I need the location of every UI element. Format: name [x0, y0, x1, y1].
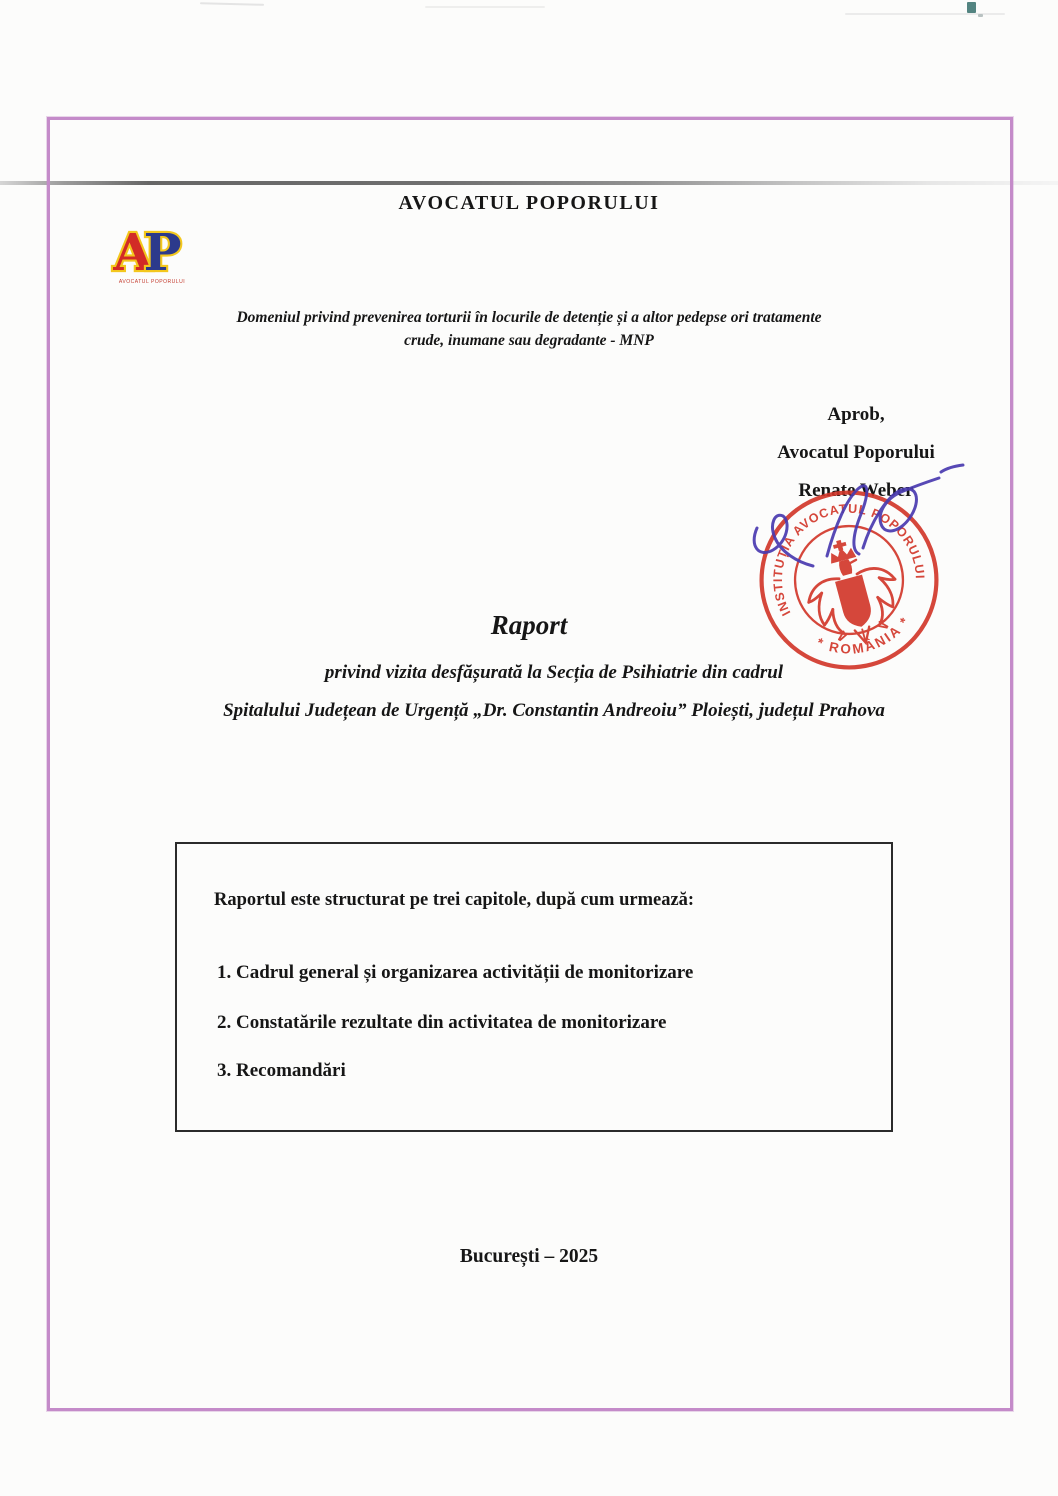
logo-letter-p: P: [143, 222, 182, 282]
footer-location-year: București – 2025: [459, 1246, 599, 1267]
ombudsman-logo-icon: [110, 219, 194, 297]
structure-item-1: 1. Cadrul general și organizarea activității de monitorizare: [217, 962, 694, 983]
ap-logo-icon: [110, 219, 194, 297]
approval-word: Aprob,: [827, 404, 885, 425]
scan-smudge: [200, 2, 264, 6]
stamp-ring-text-top: INSTITUȚIA AVOCATUL POPORULUI: [770, 501, 927, 619]
approval-role: Avocatul Poporului: [777, 442, 935, 463]
logo-caption: AVOCATUL POPORULUI: [118, 279, 186, 286]
structure-box: [175, 842, 893, 1132]
structure-intro: Raportul este structurat pe trei capitole, după cum urmează:: [214, 890, 695, 910]
structure-item-3: 3. Recomandări: [217, 1060, 346, 1081]
signature-icon: [735, 450, 980, 585]
domain-statement: [0, 306, 1058, 352]
scan-speck-teal: [967, 2, 976, 13]
header-title: AVOCATUL POPORULUI: [398, 192, 660, 214]
approval-name: Renate Weber: [798, 480, 914, 501]
scan-speck-gray: [978, 14, 983, 17]
report-title: Raport: [490, 610, 568, 640]
structure-item-2: 2. Constatările rezultate din activitatea de monitorizare: [217, 1012, 667, 1033]
report-subtitle-line2: Spitalului Județean de Urgență „Dr. Constantin Andreoiu” Ploiești, județul Prahova: [223, 700, 885, 721]
domain-statement-line1: Domeniul privind prevenirea torturii în locurile de detenție și a altor pedepse ori tratamente: [236, 309, 822, 326]
stamp-ring-text-bottom: * ROMÂNIA *: [814, 613, 914, 657]
domain-statement-line2: crude, inumane sau degradante - MNP: [404, 332, 654, 349]
logo-letter-a: A: [113, 222, 153, 282]
scan-smudge: [425, 6, 545, 8]
report-subtitle-line1: privind vizita desfășurată la Secția de Psihiatrie din cadrul: [324, 662, 784, 683]
